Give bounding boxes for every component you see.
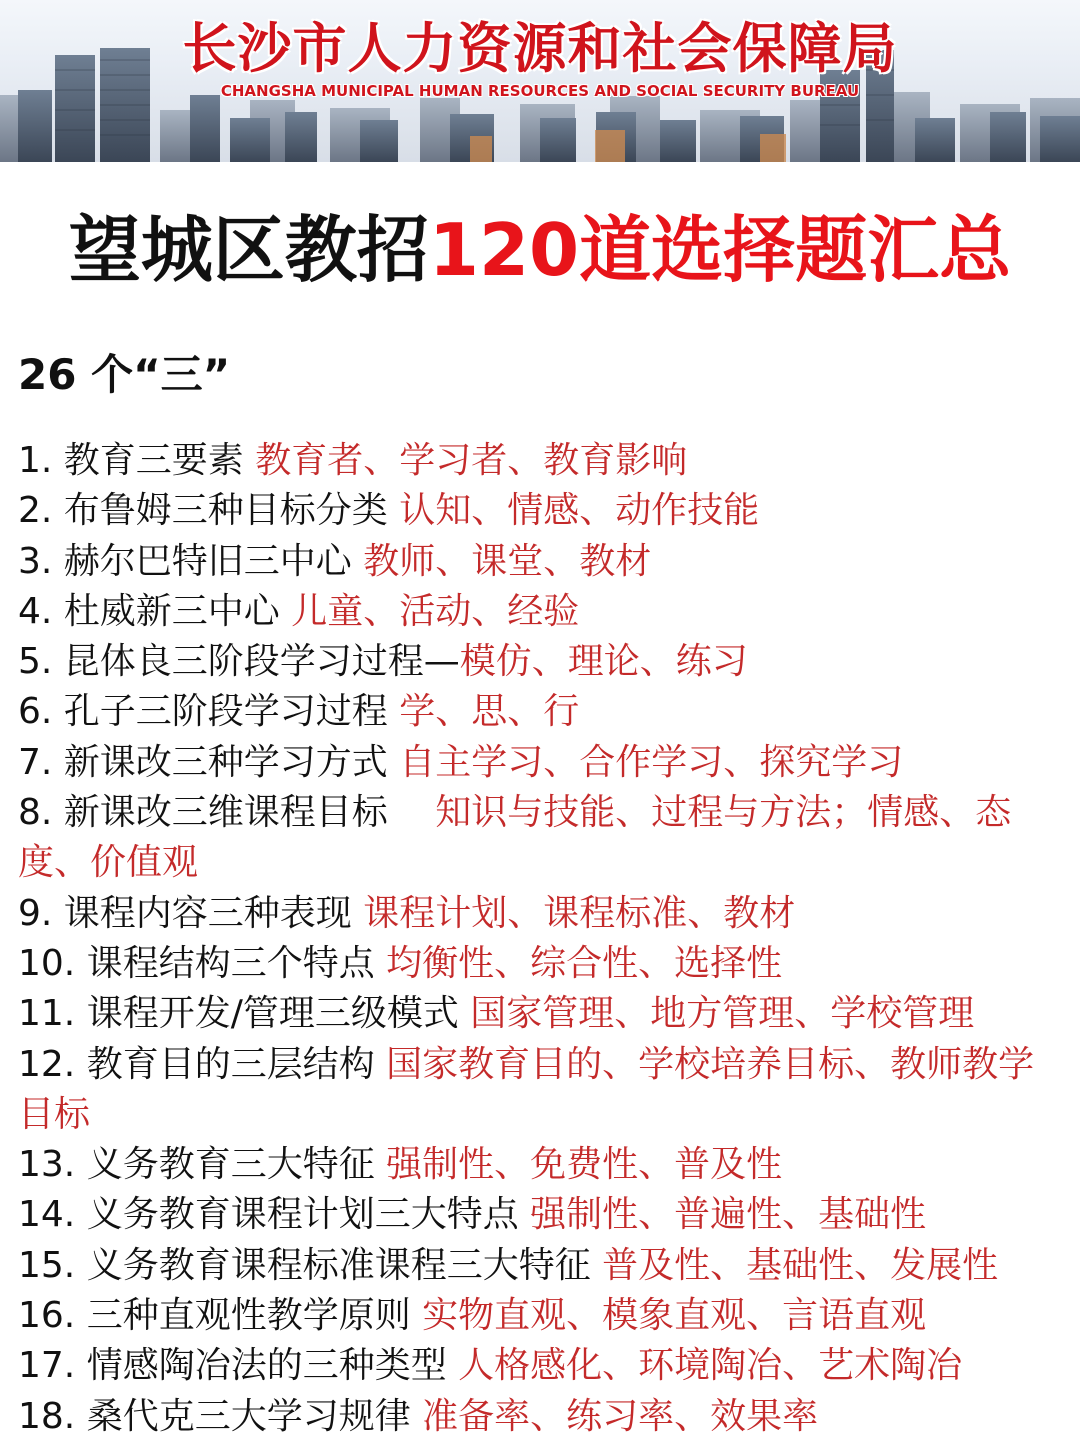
item-question: 2. 布鲁姆三种目标分类 xyxy=(18,490,400,532)
item-question: 16. 三种直观性教学原则 xyxy=(18,1295,423,1337)
list-item xyxy=(18,1241,1068,1291)
item-question: 12. 教育目的三层结构 xyxy=(18,1043,387,1085)
item-question: 18. 桑代克三大学习规律 xyxy=(18,1395,423,1437)
list-item xyxy=(18,1140,1068,1190)
item-answer: 强制性、普遍性、基础性 xyxy=(530,1194,927,1236)
list-item xyxy=(18,1341,1068,1391)
item-answer: 普及性、基础性、发展性 xyxy=(602,1244,999,1286)
list-item xyxy=(18,1040,1068,1141)
item-question: 6. 孔子三阶段学习过程 xyxy=(18,691,400,733)
item-question: 9. 课程内容三种表现 xyxy=(18,892,364,934)
list-item xyxy=(18,537,1068,587)
item-answer: 学、思、行 xyxy=(399,691,580,733)
list-item xyxy=(18,738,1068,788)
item-answer: 均衡性、综合性、选择性 xyxy=(386,942,783,984)
item-question: 10. 课程结构三个特点 xyxy=(18,942,387,984)
item-answer: 课程计划、课程标准、教材 xyxy=(363,892,796,934)
list-item xyxy=(18,637,1068,687)
list-item xyxy=(18,1291,1068,1341)
list-item xyxy=(18,1190,1068,1240)
item-answer: 认知、情感、动作技能 xyxy=(399,490,760,532)
list-item xyxy=(18,889,1068,939)
item-question: 1. 教育三要素 xyxy=(18,440,256,481)
item-question: 8. 新课改三维课程目标 xyxy=(18,792,436,834)
list-item xyxy=(18,989,1068,1039)
item-answer: 人格感化、环境陶冶、艺术陶冶 xyxy=(458,1345,963,1387)
item-answer: 教师、课堂、教材 xyxy=(363,540,652,582)
list-item xyxy=(18,788,1068,889)
item-answer: 国家教育目的、学校培养目标、教师教学目标 xyxy=(18,1043,1035,1135)
item-answer: 实物直观、模象直观、言语直观 xyxy=(422,1295,927,1337)
page-title-red: 120道选择题汇总 xyxy=(428,208,1012,292)
item-answer: 知识与技能、过程与方法；情感、态度、价值观 xyxy=(18,792,1012,884)
list-item xyxy=(18,436,1068,486)
page-title xyxy=(0,205,1080,295)
item-question: 3. 赫尔巴特旧三中心 xyxy=(18,540,364,582)
item-answer: 国家管理、地方管理、学校管理 xyxy=(470,993,975,1035)
item-question: 14. 义务教育课程计划三大特点 xyxy=(18,1194,531,1236)
list-item xyxy=(18,939,1068,989)
list-item xyxy=(18,587,1068,637)
item-question: 13. 义务教育三大特征 xyxy=(18,1144,387,1186)
bureau-name: 长沙市人力资源和社会保障局 xyxy=(182,17,898,80)
item-answer: 准备率、练习率、效果率 xyxy=(422,1395,819,1437)
bureau-name-english: CHANGSHA MUNICIPAL HUMAN RESOURCES AND SOCIAL SECURITY BUREAU xyxy=(220,82,860,100)
item-answer: 自主学习、合作学习、探究学习 xyxy=(399,741,904,783)
item-question: 5. 昆体良三阶段学习过程— xyxy=(18,641,460,683)
page-title-black: 望城区教招 xyxy=(68,208,429,292)
item-answer: 教育者、学习者、教育影响 xyxy=(255,440,688,481)
item-answer: 儿童、活动、经验 xyxy=(291,590,580,632)
header-banner xyxy=(0,0,1080,162)
item-question: 17. 情感陶冶法的三种类型 xyxy=(18,1345,459,1387)
item-answer: 强制性、免费性、普及性 xyxy=(386,1144,783,1186)
item-question: 15. 义务教育课程标准课程三大特征 xyxy=(18,1244,603,1286)
item-question: 7. 新课改三种学习方式 xyxy=(18,741,400,783)
question-list xyxy=(18,436,1068,1442)
item-question: 4. 杜威新三中心 xyxy=(18,590,292,632)
list-item xyxy=(18,687,1068,737)
list-item xyxy=(18,1392,1068,1442)
list-item xyxy=(18,486,1068,536)
item-question: 11. 课程开发/管理三级模式 xyxy=(18,993,471,1035)
item-answer: 模仿、理论、练习 xyxy=(459,641,748,683)
section-title: 26 个“三” xyxy=(18,350,231,399)
